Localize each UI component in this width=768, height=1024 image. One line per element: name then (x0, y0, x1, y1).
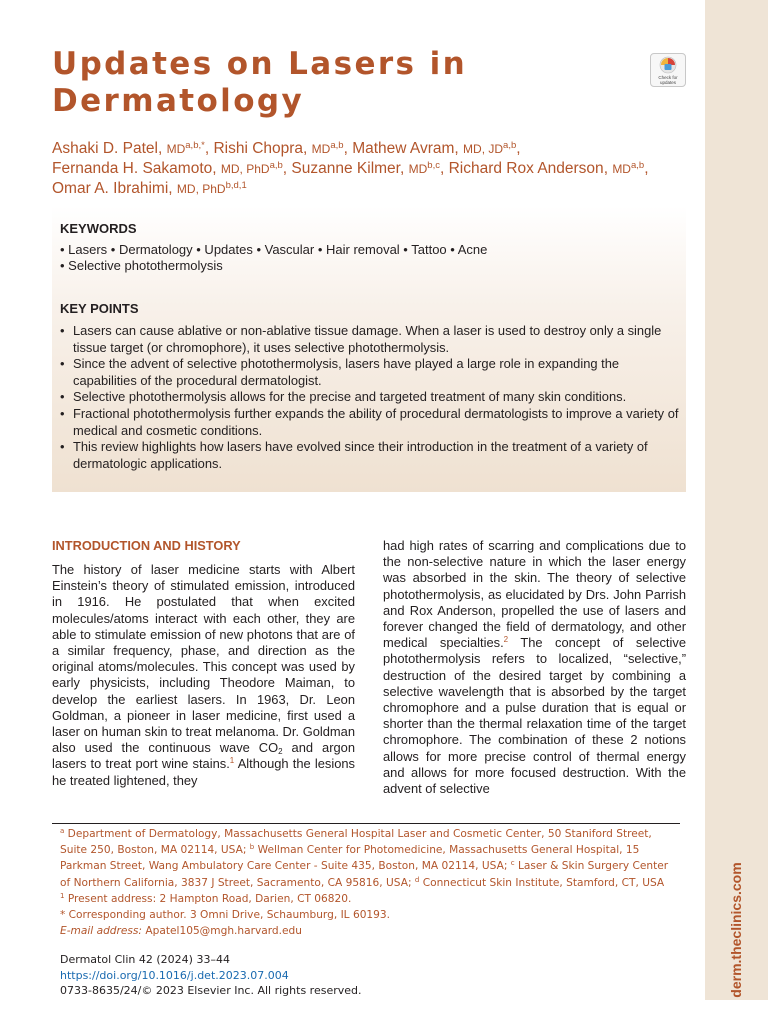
keywords-line: • Selective photothermolysis (60, 258, 223, 273)
body-column-right: had high rates of scarring and complications due to the non-selective nature in which the laser energy was absorbed in the skin. The theory of selective photothermolysis, as elucidated by Drs. John Parrish and Rox Anderson, propelled the use of lasers and forever changed the field of dermatology, and other medical specialties.$^2$ The concept of selective photothermolysis refers to localized, “selective,” destruction of the desired target by combining a selective wavelength that is absorbed by the target chromophore and a pulse duration that is equal or shorter than the thermal relaxation time of the target chromophore. The combination of these 2 notions allows for more precise control of thermal energy and allows for more focused destruction. With the advent of selective (383, 538, 686, 797)
key-point-item: • Lasers can cause ablative or non-ablative tissue damage. When a laser is used to destroy only a single tissue target (or chromophore), it uses selective photothermolysis. (60, 323, 680, 356)
journal-url[interactable]: derm.theclinics.com (728, 862, 744, 998)
footnote-divider (52, 823, 680, 824)
check-for-updates-label: Check for updates (658, 75, 678, 85)
corresponding-author: * Corresponding author. 3 Omni Drive, Schaumburg, IL 60193. (60, 909, 391, 922)
citation-block (60, 952, 560, 999)
author-2: Rishi Chopra, MD$^{a,b}$, (213, 140, 353, 157)
journal-sidebar (705, 0, 768, 1000)
author-list (52, 139, 692, 199)
key-point-item: • Fractional photothermolysis further expands the ability of procedural dermatologists to improve a variety of medical and cosmetic conditions. (60, 406, 680, 439)
keywords-list (60, 242, 680, 274)
reference-link[interactable]: 2 (503, 635, 509, 645)
check-for-updates-badge[interactable] (650, 53, 686, 87)
author-3: Mathew Avram, MD, JD$^{a,b}$, (352, 140, 521, 157)
author-4: Fernanda H. Sakamoto, MD, PhD$^{a,b}$, (52, 160, 292, 177)
doi-link[interactable]: https://doi.org/10.1016/j.det.2023.07.004 (60, 968, 289, 982)
journal-citation: Dermatol Clin 42 (2024) 33–44 (60, 953, 230, 966)
affiliations-footnotes (60, 826, 680, 939)
keywords-heading: KEYWORDS (60, 221, 137, 236)
body-column-left: The history of laser medicine starts with Albert Einstein’s theory of stimulated emission, introduced in 1916. He postulated that when excited molecules/atoms interact with each other, they are able to stimulate emission of new photons that are of a similar frequency, phase, and direction as the original atoms/molecules. This concept was used by early physicists, including Theodore Maiman, to develop the earliest lasers. In 1963, Dr. Leon Goldman, a pioneer in laser medicine, first used a laser on human skin to treat melanoma. Dr. Goldman also used the continuous wave $CO_2$ and argon lasers to treat port wine stains.$^1$ Although the lesions he treated lightened, they (52, 562, 356, 788)
key-point-item: • This review highlights how lasers have evolved since their introduction in the treatment of a variety of dermatologic applications. (60, 439, 680, 472)
section-heading: INTRODUCTION AND HISTORY (52, 538, 241, 553)
keywords-line: • Lasers • Dermatology • Updates • Vascular • Hair removal • Tattoo • Acne (60, 242, 488, 257)
author-5: Suzanne Kilmer, MD$^{b,c}$, (291, 160, 449, 177)
key-point-item: • Selective photothermolysis allows for the precise and targeted treatment of many skin conditions. (60, 389, 680, 406)
present-address: $^1$ Present address: 2 Hampton Road, Darien, CT 06820. (60, 891, 352, 905)
key-point-item: • Since the advent of selective photothermolysis, lasers have played a large role in expanding the capabilities of the procedural dermatologist. (60, 356, 680, 389)
author-6: Richard Rox Anderson, MD$^{a,b}$, (448, 160, 649, 177)
reference-link[interactable]: 1 (229, 756, 235, 766)
author-1: Ashaki D. Patel, $MD^{a,b,*}$, (52, 140, 214, 157)
author-7: Omar A. Ibrahimi, MD, PhD$^{b,d,1}$ (52, 180, 247, 197)
affiliation-list: $^a$ Department of Dermatology, Massachusetts General Hospital Laser and Cosmetic Center, 50 Staniford Street, Suite 250, Boston, MA 02114, USA; $^b$ Wellman Center for Photomedicine, Massachusetts General Hospital, 15 Parkman Street, Wang Ambulatory Care Center - Suite 435, Boston, MA 02114, USA; $^c$ Laser & Skin Surgery Center of Northern California, 3837 J Street, Sacramento, CA 95816, USA; $^d$ Connecticut Skin Institute, Stamford, CT, USA (60, 827, 669, 889)
copyright-notice: 0733-8635/24/© 2023 Elsevier Inc. All rights reserved. (60, 984, 362, 997)
article-title: Updates on Lasers in Dermatology (52, 46, 468, 119)
key-points-heading: KEY POINTS (60, 301, 139, 316)
email-link[interactable]: Apatel105@mgh.harvard.edu (142, 925, 302, 938)
email-line: E-mail address: Apatel105@mgh.harvard.edu (60, 925, 302, 938)
crossmark-icon (659, 56, 677, 74)
key-points-list (60, 323, 680, 472)
